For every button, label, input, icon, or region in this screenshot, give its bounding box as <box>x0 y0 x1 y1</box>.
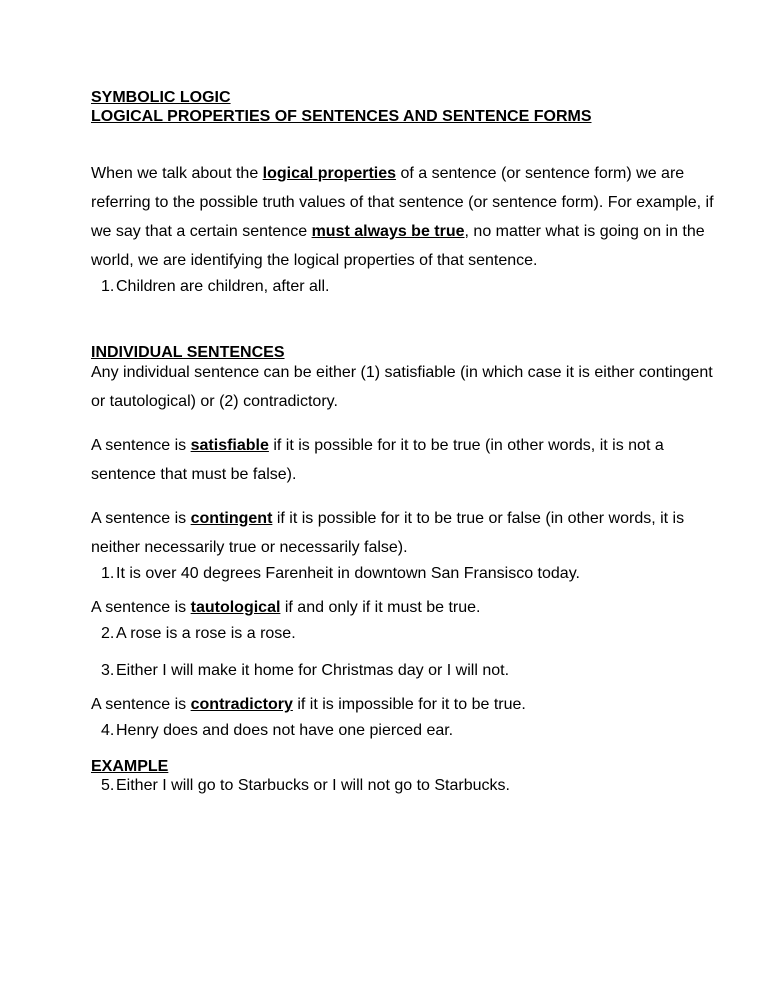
term-must-always-be-true: must always be true <box>311 223 465 240</box>
item-text: Henry does and does not have one pierced ear. <box>116 722 454 739</box>
item-text: Children are children, after all. <box>116 278 330 295</box>
item-number: 4. <box>101 722 115 739</box>
satisfiable-post: if it is possible for it to be true (in other words, it is not a sentence that must be false). <box>91 437 664 483</box>
contingent-example-list <box>91 564 731 583</box>
title-line-2: LOGICAL PROPERTIES OF SENTENCES AND SENTENCE FORMS <box>91 108 592 125</box>
satisfiable-pre: A sentence is <box>91 437 191 454</box>
item-number: 2. <box>101 625 115 642</box>
title-line-1: SYMBOLIC LOGIC <box>91 89 231 106</box>
document-page <box>91 88 731 795</box>
contingent-pre: A sentence is <box>91 510 191 527</box>
list-item <box>91 661 731 680</box>
intro-paragraph <box>91 159 731 275</box>
item-text: Either I will go to Starbucks or I will not go to Starbucks. <box>116 777 510 794</box>
list-item <box>91 721 731 740</box>
item-text: A rose is a rose is a rose. <box>116 625 296 642</box>
item-number: 1. <box>101 565 115 582</box>
term-satisfiable: satisfiable <box>190 437 269 454</box>
contingent-paragraph <box>91 504 731 562</box>
contradictory-pre: A sentence is <box>91 696 191 713</box>
tautological-paragraph <box>91 593 731 622</box>
list-item <box>91 776 731 795</box>
heading-individual-sentences: INDIVIDUAL SENTENCES <box>91 344 285 361</box>
item-number: 5. <box>101 777 115 794</box>
intro-text-1: When we talk about the <box>91 165 263 182</box>
item-number: 1. <box>101 278 115 295</box>
intro-text-2: of a sentence (or sentence form) we are referring to the possible truth values of that sentence (or sentence form). For example, if we say that a certain sentence <box>91 165 714 240</box>
intro-text-3: , no matter what is going on in the world, we are identifying the logical properties of that sentence. <box>91 223 705 269</box>
example-list <box>91 776 731 795</box>
tautological-post: if and only if it must be true. <box>280 599 481 616</box>
document-title <box>91 88 731 126</box>
heading-example: EXAMPLE <box>91 758 169 775</box>
tautological-example-list <box>91 624 731 680</box>
item-text: It is over 40 degrees Farenheit in downtown San Fransisco today. <box>116 565 580 582</box>
contingent-post: if it is possible for it to be true or false (in other words, it is neither necessarily true or necessarily false). <box>91 510 685 556</box>
list-item <box>91 564 731 583</box>
item-text: Either I will make it home for Christmas day or I will not. <box>116 662 510 679</box>
contradictory-example-list <box>91 721 731 740</box>
term-contradictory: contradictory <box>190 696 293 713</box>
item-number: 3. <box>101 662 115 679</box>
intro-example-list <box>91 277 731 296</box>
list-item <box>91 624 731 643</box>
tautological-pre: A sentence is <box>91 599 191 616</box>
satisfiable-paragraph <box>91 431 731 489</box>
term-tautological: tautological <box>190 599 281 616</box>
list-item <box>91 277 731 296</box>
contradictory-paragraph <box>91 690 731 719</box>
contradictory-post: if it is impossible for it to be true. <box>292 696 526 713</box>
individual-paragraph: Any individual sentence can be either (1) satisfiable (in which case it is either contingent or tautological) or (2) contradictory. <box>91 364 713 410</box>
term-logical-properties: logical properties <box>262 165 397 182</box>
term-contingent: contingent <box>190 510 273 527</box>
